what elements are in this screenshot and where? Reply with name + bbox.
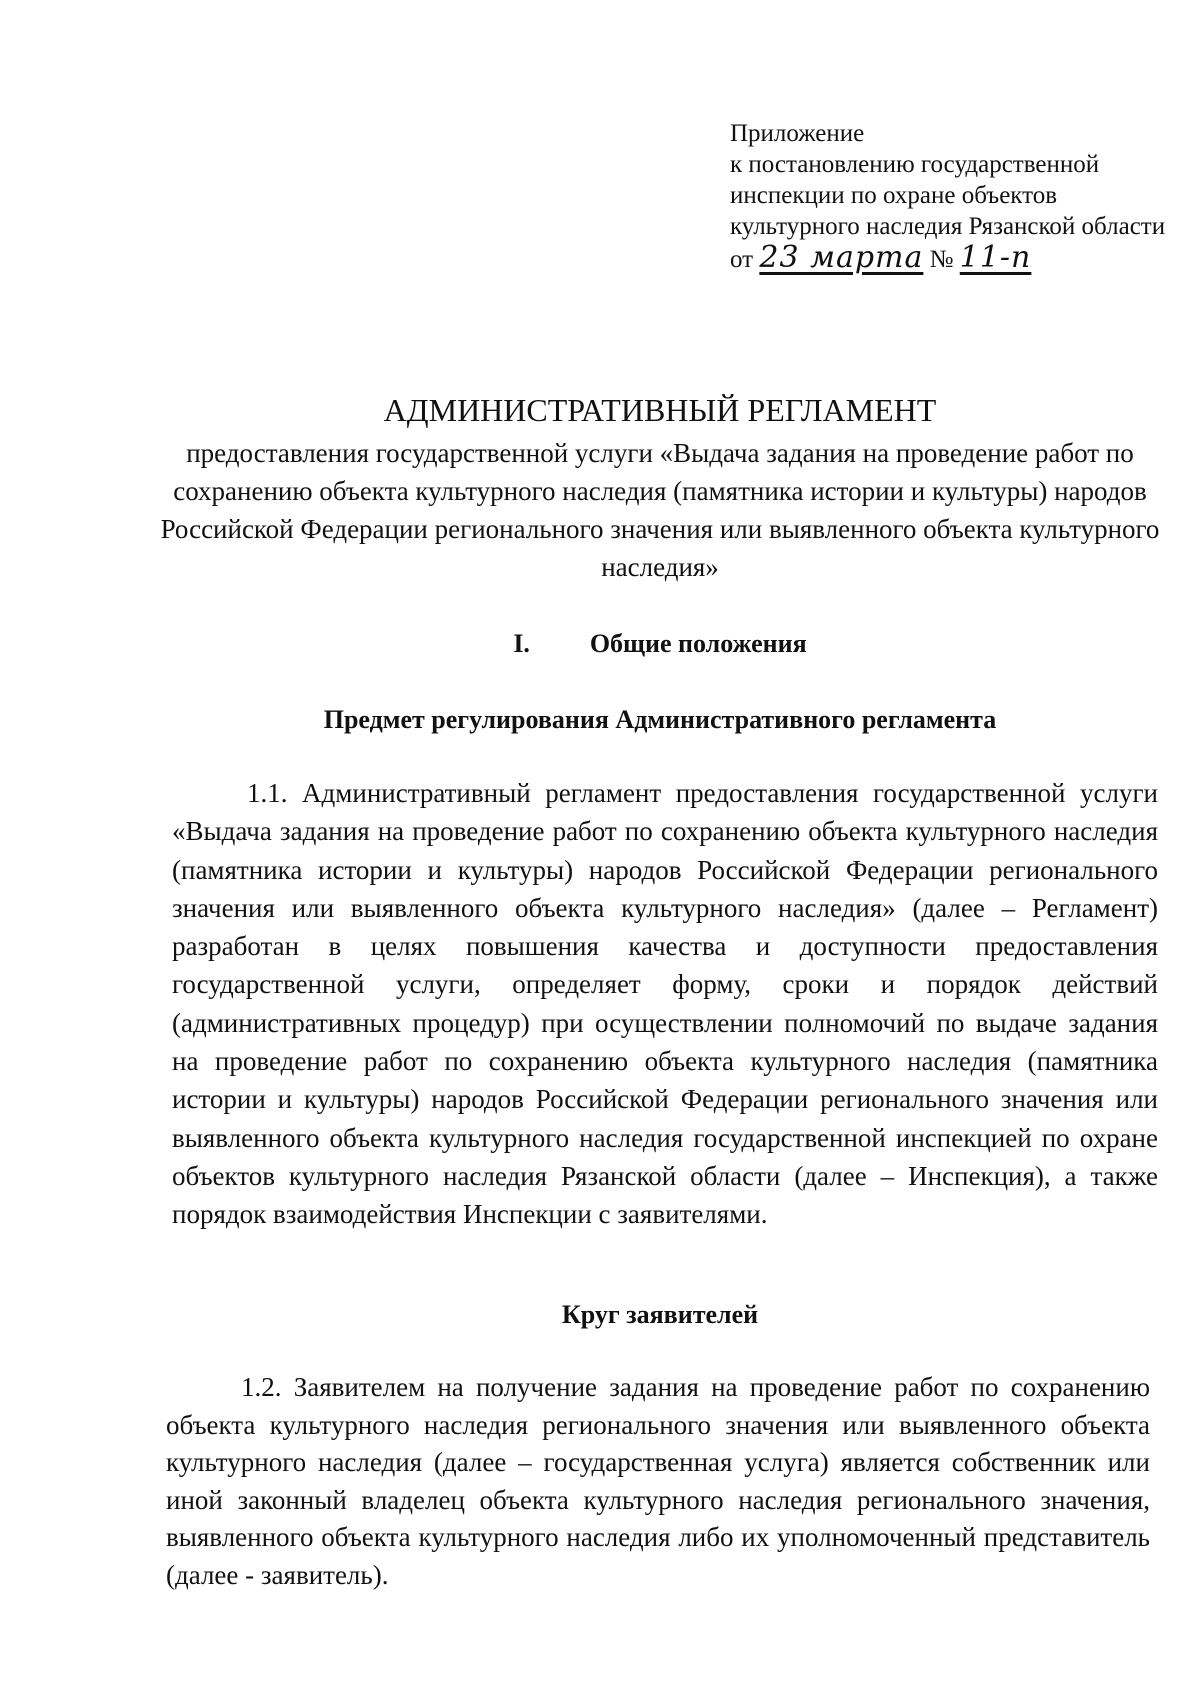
section-heading <box>160 629 1160 659</box>
handwritten-date: 23 марта <box>759 240 924 275</box>
appendix-line: Приложение <box>730 120 865 147</box>
appendix-line: инспекции по охране объектов <box>730 182 1058 209</box>
section-number: I. <box>513 629 530 658</box>
number-sign: № <box>929 246 954 273</box>
appendix-line: культурного наследия Рязанской области <box>730 213 1166 240</box>
handwritten-number: 11-п <box>959 240 1032 275</box>
subsection-heading: Круг заявителей <box>561 1300 759 1329</box>
appendix-date-line <box>730 242 1165 275</box>
section-title: Общие положения <box>589 629 807 658</box>
appendix-block <box>730 118 1165 275</box>
date-prefix: от <box>730 246 754 273</box>
document-title: АДМИНИСТРАТИВНЫЙ РЕГЛАМЕНТ <box>383 392 937 428</box>
paragraph-1-2: 1.2. Заявителем на получение задания на проведение работ по сохранению объекта культурного наследия регионального значения или выявленного объекта культурного наследия (далее – государственная услуга) является собственник или иной законный владелец объекта культурного наследия регионального значения, выявленного объекта культурного наследия либо их уполномоченный представитель (далее - заявитель). <box>166 1372 1150 1590</box>
document-subtitle: предоставления государственной услуги «Выдача задания на проведение работ по сохранению объекта культурного наследия (памятника истории и культуры) народов Российской Федерации регионального значения или выявленного объекта культурного наследия» <box>160 438 1160 582</box>
paragraph-1-1: 1.1. Административный регламент предоставления государственной услуги «Выдача задания на проведение работ по сохранению объекта культурного наследия (памятника истории и культуры) народов Российской Федерации регионального значения или выявленного объекта культурного наследия» (далее – Регламент) разработан в целях повышения качества и доступности предоставления государственной услуги, определяет форму, сроки и порядок действий (административных процедур) при осуществлении полномочий по выдаче задания на проведение работ по сохранению объекта культурного наследия (памятника истории и культуры) народов Российской Федерации регионального значения или выявленного объекта культурного наследия государственной инспекцией по охране объектов культурного наследия Рязанской области (далее – Инспекция), а также порядок взаимодействия Инспекции с заявителями. <box>172 778 1158 1230</box>
subsection-heading: Предмет регулирования Административного регламента <box>323 705 997 734</box>
appendix-line: к постановлению государственной <box>730 151 1100 178</box>
document-title-block <box>160 392 1160 586</box>
